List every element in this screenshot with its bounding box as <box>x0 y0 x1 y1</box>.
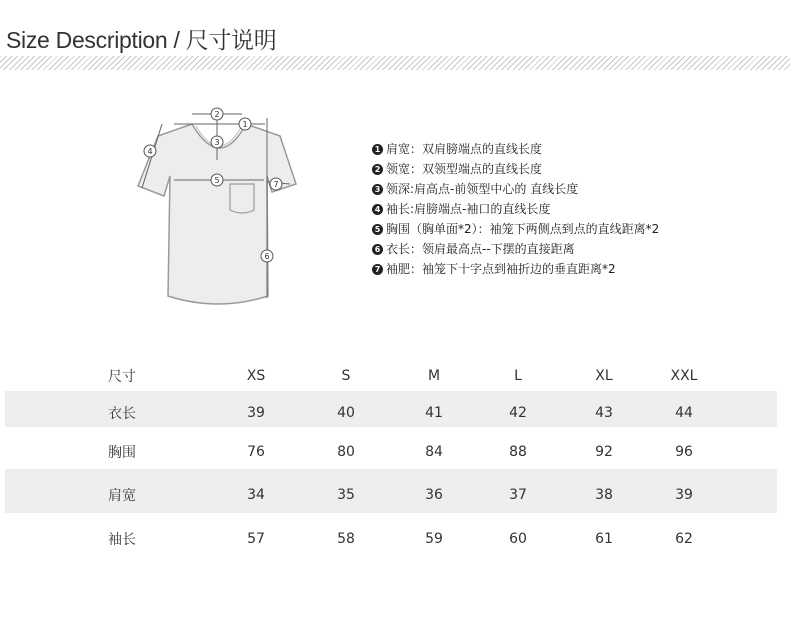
table-cell: 35 <box>337 487 355 503</box>
table-cell: 59 <box>425 531 443 547</box>
table-cell: 39 <box>675 487 693 503</box>
table-cell: 39 <box>247 405 265 421</box>
row-label: 衣长 <box>108 406 136 422</box>
table-row <box>5 469 777 513</box>
table-cell: 40 <box>337 405 355 421</box>
legend-item <box>372 139 659 159</box>
svg-text:3: 3 <box>214 138 220 147</box>
header-cell: 尺寸 <box>108 369 136 385</box>
svg-text:1: 1 <box>242 120 248 129</box>
table-cell: 80 <box>337 444 355 460</box>
legend-item <box>372 179 659 199</box>
legend-item <box>372 259 659 279</box>
svg-text:5: 5 <box>214 176 220 185</box>
svg-text:4: 4 <box>147 147 153 156</box>
legend-text: 领宽：双领型端点的直线长度 <box>386 162 543 176</box>
legend-item <box>372 219 659 239</box>
row-label: 胸围 <box>108 445 136 461</box>
page-title: Size Description / 尺寸说明 <box>6 27 277 53</box>
header-cell: XL <box>595 368 613 384</box>
number-badge-icon: 3 <box>372 184 383 195</box>
table-cell: 62 <box>675 531 693 547</box>
table-cell: 36 <box>425 487 443 503</box>
svg-text:2: 2 <box>214 110 220 119</box>
row-label: 肩宽 <box>108 488 136 504</box>
number-badge-icon: 4 <box>372 204 383 215</box>
table-row <box>5 391 777 427</box>
svg-text:7: 7 <box>273 180 279 189</box>
table-cell: 76 <box>247 444 265 460</box>
table-cell: 88 <box>509 444 527 460</box>
table-cell: 96 <box>675 444 693 460</box>
legend-item <box>372 239 659 259</box>
header-cell: L <box>514 368 522 384</box>
table-cell: 38 <box>595 487 613 503</box>
svg-text:6: 6 <box>264 252 270 261</box>
table-cell: 57 <box>247 531 265 547</box>
legend-item <box>372 159 659 179</box>
legend-item <box>372 199 659 219</box>
tshirt-diagram <box>130 100 310 315</box>
number-badge-icon: 5 <box>372 224 383 235</box>
table-cell: 41 <box>425 405 443 421</box>
table-cell: 42 <box>509 405 527 421</box>
decorative-stripe-divider <box>0 56 790 70</box>
number-badge-icon: 7 <box>372 264 383 275</box>
row-label: 袖长 <box>108 532 136 548</box>
legend-text: 胸围（胸单面*2）：袖笼下两侧点到点的直线距离*2 <box>386 222 660 236</box>
table-header-row <box>5 361 777 391</box>
header-cell: XS <box>246 368 266 384</box>
table-cell: 58 <box>337 531 355 547</box>
table-cell: 60 <box>509 531 527 547</box>
header-cell: XXL <box>670 368 698 384</box>
measurement-legend <box>372 139 659 279</box>
table-row <box>5 513 777 557</box>
legend-text: 袖肥：袖笼下十字点到袖折边的垂直距离*2 <box>386 262 616 276</box>
legend-text: 衣长：领肩最高点--下摆的直接距离 <box>386 242 575 256</box>
legend-text: 肩宽：双肩膀端点的直线长度 <box>386 142 543 156</box>
table-row <box>5 427 777 469</box>
header-cell: M <box>427 368 441 384</box>
table-cell: 44 <box>675 405 693 421</box>
number-badge-icon: 1 <box>372 144 383 155</box>
number-badge-icon: 6 <box>372 244 383 255</box>
number-badge-icon: 2 <box>372 164 383 175</box>
table-cell: 61 <box>595 531 613 547</box>
table-cell: 43 <box>595 405 613 421</box>
legend-text: 袖长:肩膀端点-袖口的直线长度 <box>386 202 551 216</box>
table-cell: 84 <box>425 444 443 460</box>
legend-text: 领深:肩高点-前领型中心的 直线长度 <box>386 182 579 196</box>
table-cell: 37 <box>509 487 527 503</box>
header-cell: S <box>341 368 351 384</box>
table-cell: 92 <box>595 444 613 460</box>
size-table <box>5 361 777 557</box>
table-cell: 34 <box>247 487 265 503</box>
